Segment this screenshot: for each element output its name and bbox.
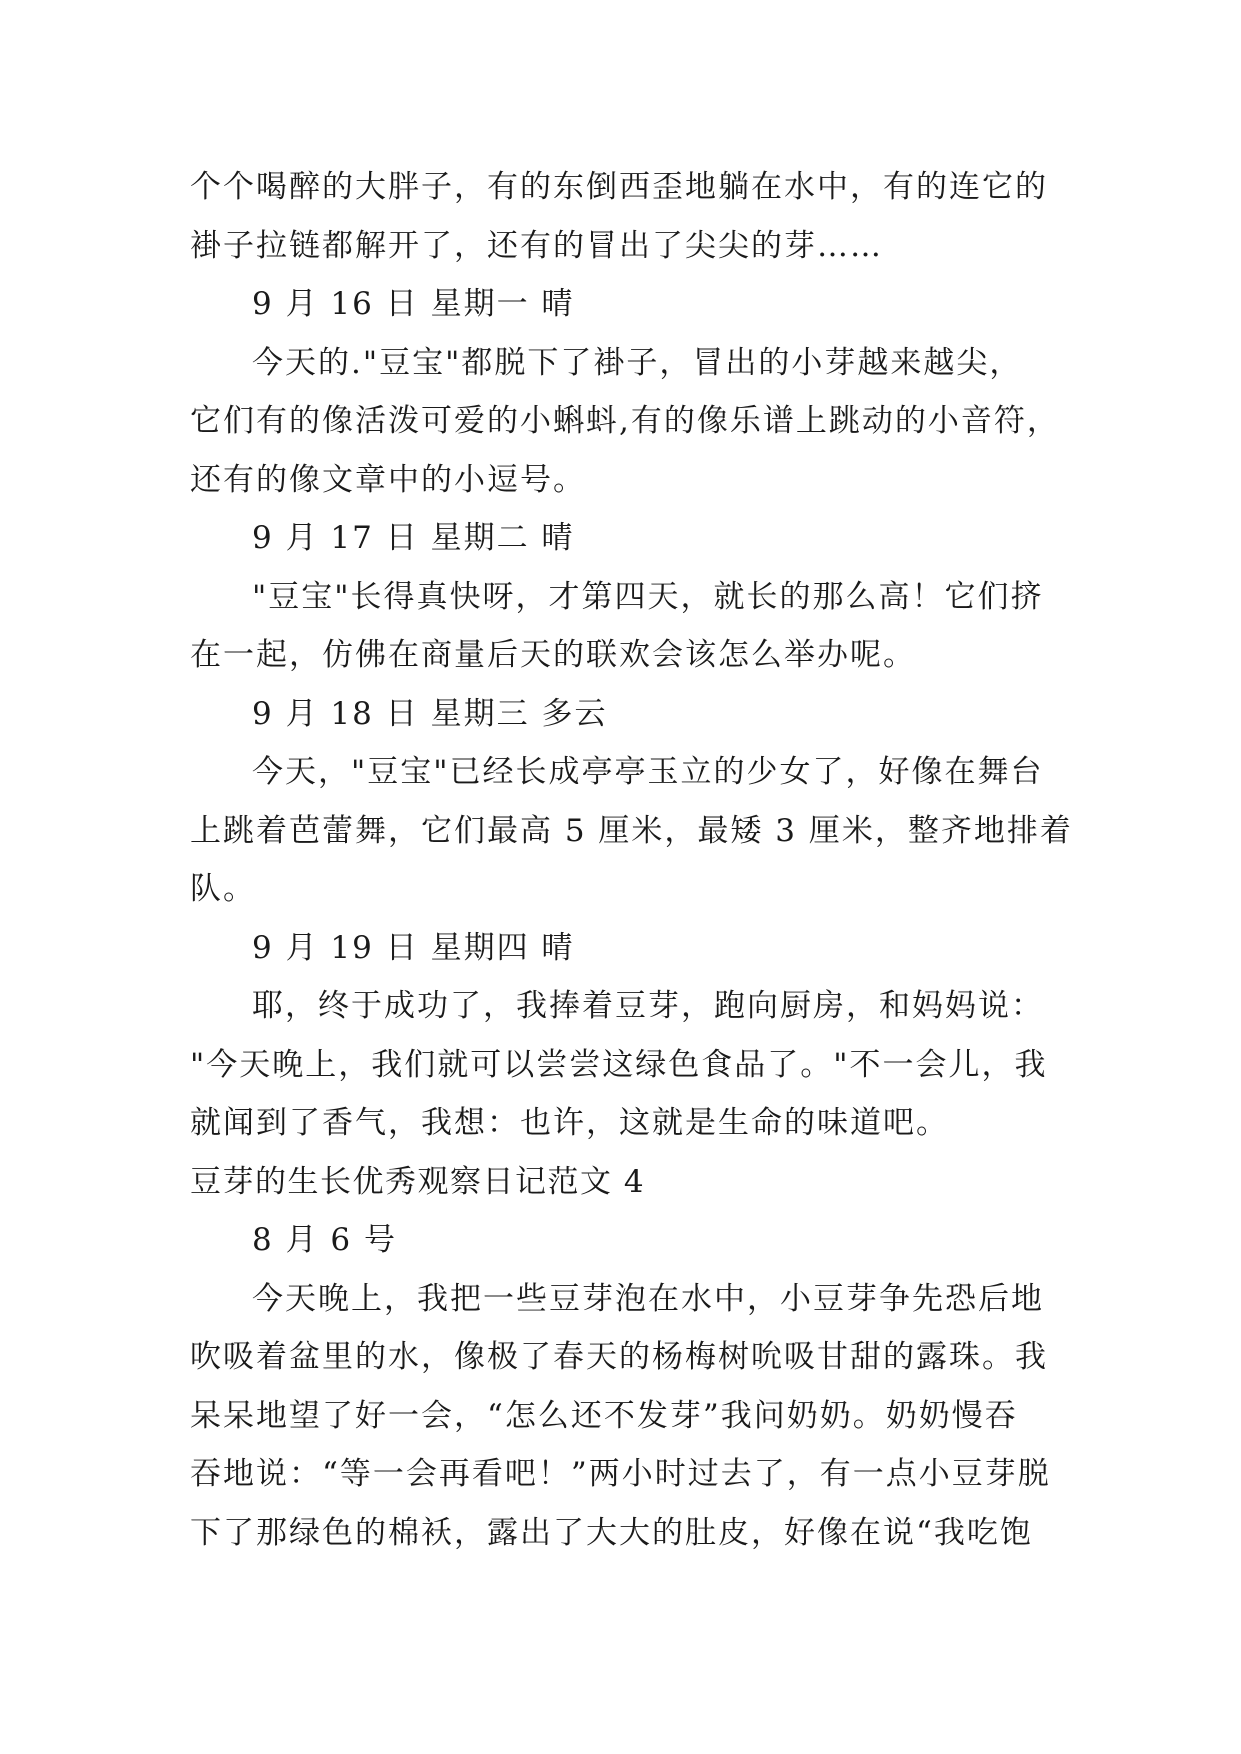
text-line: 还有的像文章中的小逗号。 — [190, 461, 586, 498]
text-line: 今天的."豆宝"都脱下了褂子，冒出的小芽越来越尖， — [252, 344, 1023, 381]
date-line: 8 月 6 号 — [252, 1222, 398, 1258]
text-line: 它们有的像活泼可爱的小蝌蚪,有的像乐谱上跳动的小音符， — [190, 403, 1060, 439]
section-heading: 豆芽的生长优秀观察日记范文 4 — [190, 1163, 646, 1200]
text-line: 吞地说：“等一会再看吧！”两小时过去了，有一点小豆芽脱 — [190, 1456, 1051, 1492]
text-line: 个个喝醉的大胖子，有的东倒西歪地躺在水中，有的连它的 — [190, 169, 1048, 205]
text-line: 今天，"豆宝"已经长成亭亭玉立的少女了，好像在舞台 — [252, 754, 1044, 790]
text-line: 吹吸着盆里的水，像极了春天的杨梅树吮吸甘甜的露珠。我 — [190, 1339, 1048, 1375]
text-line: 队。 — [190, 871, 256, 907]
document-page — [190, 158, 1073, 1562]
text-line: "豆宝"长得真快呀，才第四天，就长的那么高！它们挤 — [252, 578, 1044, 615]
text-line: 今天晚上，我把一些豆芽泡在水中，小豆芽争先恐后地 — [252, 1280, 1044, 1317]
text-line: 就闻到了香气，我想：也许，这就是生命的味道吧。 — [190, 1105, 949, 1141]
date-line: 9 月 17 日 星期二 晴 — [252, 520, 575, 556]
text-line: 耶，终于成功了，我捧着豆芽，跑向厨房，和妈妈说： — [252, 988, 1044, 1024]
text-line: 上跳着芭蕾舞，它们最高 5 厘米，最矮 3 厘米，整齐地排着 — [190, 812, 1073, 849]
text-line: 呆呆地望了好一会，“怎么还不发芽”我问奶奶。奶奶慢吞 — [190, 1397, 1018, 1434]
date-line: 9 月 19 日 星期四 晴 — [252, 929, 575, 966]
text-line: 下了那绿色的棉袄，露出了大大的肚皮，好像在说“我吃饱 — [190, 1514, 1033, 1551]
text-line: 褂子拉链都解开了，还有的冒出了尖尖的芽…… — [190, 227, 883, 264]
date-line: 9 月 18 日 星期三 多云 — [252, 695, 608, 732]
text-line: 在一起，仿佛在商量后天的联欢会该怎么举办呢。 — [190, 637, 916, 673]
date-line: 9 月 16 日 星期一 晴 — [252, 286, 575, 322]
text-line: "今天晚上，我们就可以尝尝这绿色食品了。"不一会儿，我 — [190, 1046, 1048, 1083]
